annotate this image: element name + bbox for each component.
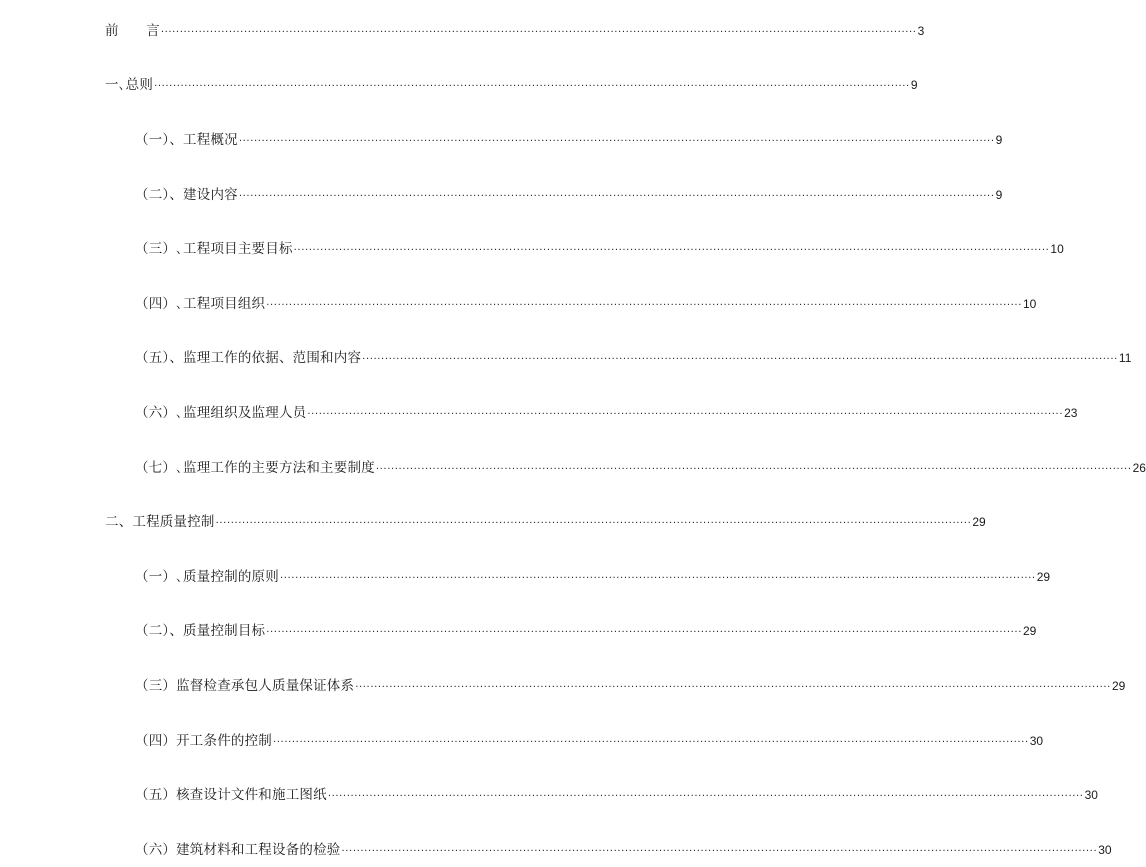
toc-entry-label: 前 言 bbox=[105, 23, 160, 39]
toc-dot-leader: ········································································································································································································ bbox=[375, 464, 1132, 475]
toc-entry-label: （二）、质量控制目标 bbox=[135, 623, 266, 639]
toc-entry[interactable] bbox=[105, 512, 986, 532]
toc-entry-label: （五）、监理工作的依据、范围和内容 bbox=[135, 350, 362, 366]
toc-entry-label: （三）监督检查承包人质量保证体系 bbox=[135, 678, 355, 694]
toc-dot-leader: ········································································································································································································ bbox=[215, 518, 972, 529]
toc-page-number: 9 bbox=[910, 78, 918, 92]
toc-page-number: 10 bbox=[1023, 297, 1037, 311]
toc-entry-label: （一）､质量控制的原则 bbox=[135, 569, 279, 585]
toc-dot-leader: ········································································································································································································ bbox=[307, 409, 1064, 420]
toc-entry-label: （六）､监理组织及监理人员 bbox=[135, 405, 307, 421]
toc-dot-leader: ········································································································································································································ bbox=[238, 136, 995, 147]
toc-page-number: 10 bbox=[1050, 242, 1064, 256]
toc-entry-label: （六）建筑材料和工程设备的检验 bbox=[135, 842, 341, 858]
toc-dot-leader: ········································································································································································································ bbox=[341, 846, 1098, 857]
toc-entry-label: （三）､工程项目主要目标 bbox=[135, 241, 293, 257]
toc-entry-label: （一）、工程概况 bbox=[135, 132, 238, 148]
toc-dot-leader: ········································································································································································································ bbox=[355, 682, 1111, 693]
toc-entry[interactable] bbox=[135, 840, 1112, 860]
toc-entry[interactable] bbox=[105, 75, 918, 95]
toc-page-number: 30 bbox=[1098, 843, 1112, 857]
toc-entry-label: （七）､监理工作的主要方法和主要制度 bbox=[135, 460, 375, 476]
toc-page-number: 26 bbox=[1132, 461, 1146, 475]
toc-entry-label: 一､总则 bbox=[105, 77, 154, 93]
toc-entry[interactable] bbox=[135, 676, 1126, 696]
toc-entry-label: （四）开工条件的控制 bbox=[135, 733, 272, 749]
toc-page-number: 30 bbox=[1029, 734, 1044, 748]
toc-dot-leader: ········································································································································································································ bbox=[293, 245, 1050, 256]
toc-dot-leader: ········································································································································································································ bbox=[266, 300, 1022, 311]
toc-page-number: 9 bbox=[995, 188, 1003, 202]
toc-entry-label: （二）、建设内容 bbox=[135, 187, 238, 203]
toc-dot-leader: ········································································································································································································ bbox=[327, 791, 1084, 802]
toc-page-number: 11 bbox=[1118, 351, 1132, 365]
toc-entry[interactable] bbox=[135, 294, 1037, 314]
toc-page-number: 3 bbox=[917, 24, 925, 38]
toc-dot-leader: ········································································································································································································ bbox=[279, 573, 1036, 584]
toc-entry[interactable] bbox=[135, 185, 1003, 205]
toc-entry[interactable] bbox=[135, 130, 1003, 150]
toc-page-number: 30 bbox=[1084, 788, 1098, 802]
toc-page-number: 29 bbox=[1023, 624, 1037, 638]
toc-entry[interactable] bbox=[135, 403, 1078, 423]
toc-dot-leader: ········································································································································································································ bbox=[154, 81, 910, 92]
toc-entry[interactable] bbox=[135, 239, 1064, 259]
toc-dot-leader: ········································································································································································································ bbox=[160, 27, 917, 38]
toc-page-number: 29 bbox=[1036, 570, 1051, 584]
toc-entry[interactable] bbox=[135, 621, 1037, 641]
toc-dot-leader: ········································································································································································································ bbox=[273, 737, 1029, 748]
toc-entry[interactable] bbox=[135, 458, 1146, 478]
toc-page-number: 29 bbox=[1111, 679, 1126, 693]
toc-page-number: 29 bbox=[972, 515, 986, 529]
toc-entry[interactable] bbox=[135, 731, 1044, 751]
toc-dot-leader: ········································································································································································································ bbox=[238, 191, 995, 202]
toc-dot-leader: ········································································································································································································ bbox=[362, 354, 1118, 365]
toc-entry[interactable] bbox=[135, 567, 1051, 587]
toc-entry-label: （五）核查设计文件和施工图纸 bbox=[135, 787, 327, 803]
toc-page-number: 9 bbox=[995, 133, 1003, 147]
toc-entry[interactable] bbox=[135, 785, 1098, 805]
toc-entry-label: 二、工程质量控制 bbox=[105, 514, 215, 530]
toc-entry[interactable] bbox=[135, 348, 1132, 368]
toc-dot-leader: ········································································································································································································ bbox=[266, 627, 1022, 638]
toc-page-number: 23 bbox=[1064, 406, 1078, 420]
toc-entry[interactable] bbox=[105, 21, 925, 41]
toc-entry-label: （四）､工程项目组织 bbox=[135, 296, 266, 312]
